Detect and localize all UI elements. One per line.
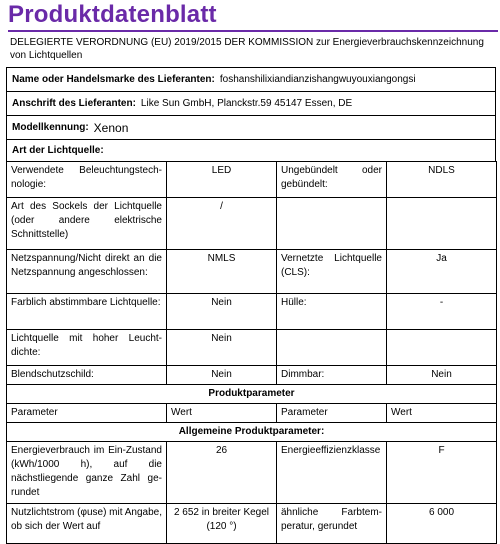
regulation-subtitle: DELEGIERTE VERORDNUNG (EU) 2019/2015 DER KOMMISSION zur Energieverbrauchskennzeichnung von Lichtquellen	[10, 37, 484, 61]
product-parameters-heading: Produktparameter	[7, 385, 497, 404]
directional-label: Ungebündelt oder gebündelt:	[277, 162, 387, 198]
anti-glare-value: Nein	[167, 366, 277, 385]
table-row	[7, 250, 497, 294]
energy-class-label: Energieeffizienzklasse	[277, 442, 387, 504]
general-parameters-heading: Allgemeine Produktparameter:	[7, 423, 497, 442]
empty-value-cell	[387, 198, 497, 250]
table-row	[7, 504, 497, 544]
title-underline	[8, 30, 498, 32]
supplier-address-row	[7, 92, 495, 116]
color-temperature-label: ähnliche Farbtemperatur, gerundet	[277, 504, 387, 544]
color-tunable-label: Farblich abstimmbare Lichtquelle:	[7, 294, 167, 330]
high-luminance-label: Lichtquelle mit hoher Leuchtdichte:	[7, 330, 167, 366]
column-header-parameter: Parameter	[277, 404, 387, 423]
lighting-technology-value: LED	[167, 162, 277, 198]
color-tunable-value: Nein	[167, 294, 277, 330]
supplier-info-box	[6, 67, 496, 162]
column-header-value: Wert	[167, 404, 277, 423]
table-row	[7, 404, 497, 423]
cap-type-label: Art des Sockels der Lichtquelle (oder andere elektrische Schnittstelle)	[7, 198, 167, 250]
column-header-parameter: Parameter	[7, 404, 167, 423]
lightsource-table	[6, 161, 497, 544]
lightsource-type-row	[7, 140, 495, 162]
empty-label-cell	[277, 330, 387, 366]
column-header-value: Wert	[387, 404, 497, 423]
lightsource-type-label: Art der Lichtquelle:	[12, 145, 104, 156]
table-row	[7, 385, 497, 404]
energy-consumption-value: 26	[167, 442, 277, 504]
connected-lightsource-label: Vernetzte Lichtquelle (CLS):	[277, 250, 387, 294]
mains-voltage-label: Netzspannung/Nicht direkt an die Netzspannung angeschlossen:	[7, 250, 167, 294]
anti-glare-label: Blendschutzschild:	[7, 366, 167, 385]
lighting-technology-label: Verwendete Beleuchtungstechnologie:	[7, 162, 167, 198]
table-row	[7, 442, 497, 504]
supplier-name-row	[7, 68, 495, 92]
table-row	[7, 294, 497, 330]
document-title: Produktdatenblatt	[8, 1, 217, 28]
model-id-row	[7, 116, 495, 140]
table-row	[7, 366, 497, 385]
useful-luminous-flux-label: Nutzlichtstrom (φuse) mit Angabe, ob sich der Wert auf	[7, 504, 167, 544]
supplier-address-value: Like Sun GmbH, Planckstr.59 45147 Essen, DE	[140, 98, 353, 109]
supplier-address-label: Anschrift des Lieferanten:	[12, 98, 136, 109]
model-id-label: Modellkennung:	[12, 122, 89, 133]
cap-type-value: /	[167, 198, 277, 250]
useful-luminous-flux-value: 2 652 in breiter Kegel (120 °)	[167, 504, 277, 544]
document-header	[0, 0, 500, 32]
table-row	[7, 198, 497, 250]
table-row	[7, 423, 497, 442]
table-row	[7, 330, 497, 366]
supplier-name-label: Name oder Handelsmarke des Lieferanten:	[12, 74, 215, 85]
dimmable-label: Dimmbar:	[277, 366, 387, 385]
model-id-value: Xenon	[93, 120, 129, 135]
connected-lightsource-value: Ja	[387, 250, 497, 294]
directional-value: NDLS	[387, 162, 497, 198]
energy-class-value: F	[387, 442, 497, 504]
high-luminance-value: Nein	[167, 330, 277, 366]
color-temperature-value: 6 000	[387, 504, 497, 544]
dimmable-value: Nein	[387, 366, 497, 385]
empty-label-cell	[277, 198, 387, 250]
envelope-value: -	[387, 294, 497, 330]
empty-value-cell	[387, 330, 497, 366]
energy-consumption-label: Energieverbrauch im Ein-Zustand (kWh/1000 h), auf die nächstliegende ganze Zahl gerundet	[7, 442, 167, 504]
mains-voltage-value: NMLS	[167, 250, 277, 294]
supplier-name-value: foshanshilixiandianzishangwuyouxiangongsi	[219, 74, 416, 85]
envelope-label: Hülle:	[277, 294, 387, 330]
table-row	[7, 162, 497, 198]
